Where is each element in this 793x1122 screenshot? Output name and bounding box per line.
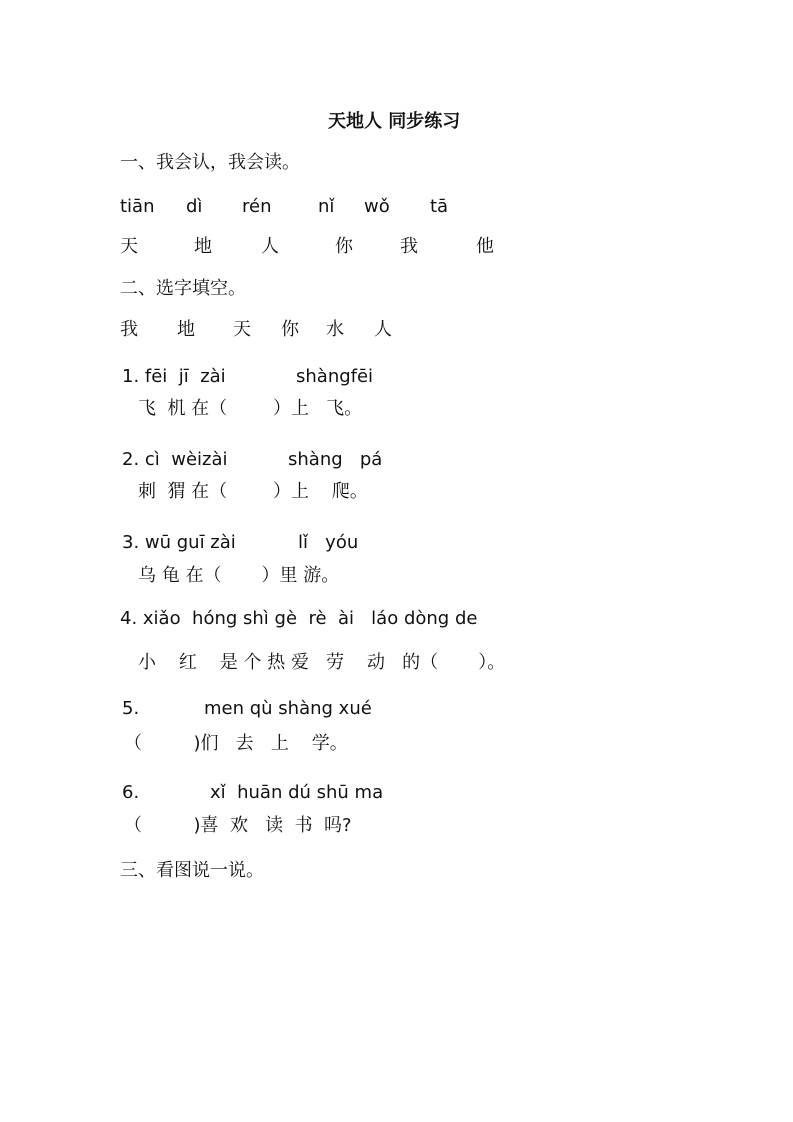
hanzi-ta: 他 [476,236,494,257]
hanzi-ren: 人 [261,236,279,257]
q2-pinyin-a: 2. cì wèizài [122,449,228,470]
choice-shui: 水 [326,319,344,340]
q2-chars: 刺 猬 在（ ）上 爬。 [138,481,368,502]
pinyin-ni: nǐ [318,196,335,217]
q6-pinyin: xǐ huān dú shū ma [210,782,384,803]
page-title: 天地人 同步练习 [328,111,461,132]
choice-ni: 你 [281,319,299,340]
q2-pinyin-b: shàng pá [288,449,383,470]
q4-chars: 小 红 是 个 热 爱 劳 动 的（ ）。 [138,652,506,673]
q1-chars: 飞 机 在（ ）上 飞。 [138,398,363,419]
choice-ren: 人 [374,319,392,340]
pinyin-di: dì [186,196,203,217]
pinyin-tian: tiān [120,196,155,217]
q5-pinyin: men qù shàng xué [204,698,372,719]
pinyin-ren: rén [242,196,272,217]
choice-tian: 天 [233,319,251,340]
q1-pinyin-a: 1. fēi jī zài [122,366,226,387]
q3-chars: 乌 龟 在（ ）里 游。 [138,565,340,586]
section1-heading: 一、我会认，我会读。 [120,152,300,173]
q6-number: 6. [122,782,140,803]
q1-pinyin-b: shàngfēi [296,366,374,387]
q6-chars: （ )喜 欢 读 书 吗? [124,815,352,836]
section2-heading: 二、选字填空。 [120,278,246,299]
q3-pinyin-a: 3. wū guī zài [122,532,236,553]
hanzi-ni: 你 [335,236,353,257]
q5-number: 5. [122,698,140,719]
q5-chars: （ )们 去 上 学。 [124,733,348,754]
q3-pinyin-b: lǐ yóu [298,532,359,553]
section3-heading: 三、看图说一说。 [120,860,264,881]
q4-pinyin: 4. xiǎo hóng shì gè rè ài láo dòng de [120,608,478,629]
hanzi-di: 地 [194,236,212,257]
hanzi-wo: 我 [400,236,418,257]
pinyin-ta: tā [430,196,449,217]
choice-di: 地 [177,319,195,340]
hanzi-tian: 天 [120,236,138,257]
choice-wo: 我 [120,319,138,340]
pinyin-wo: wǒ [364,196,390,217]
